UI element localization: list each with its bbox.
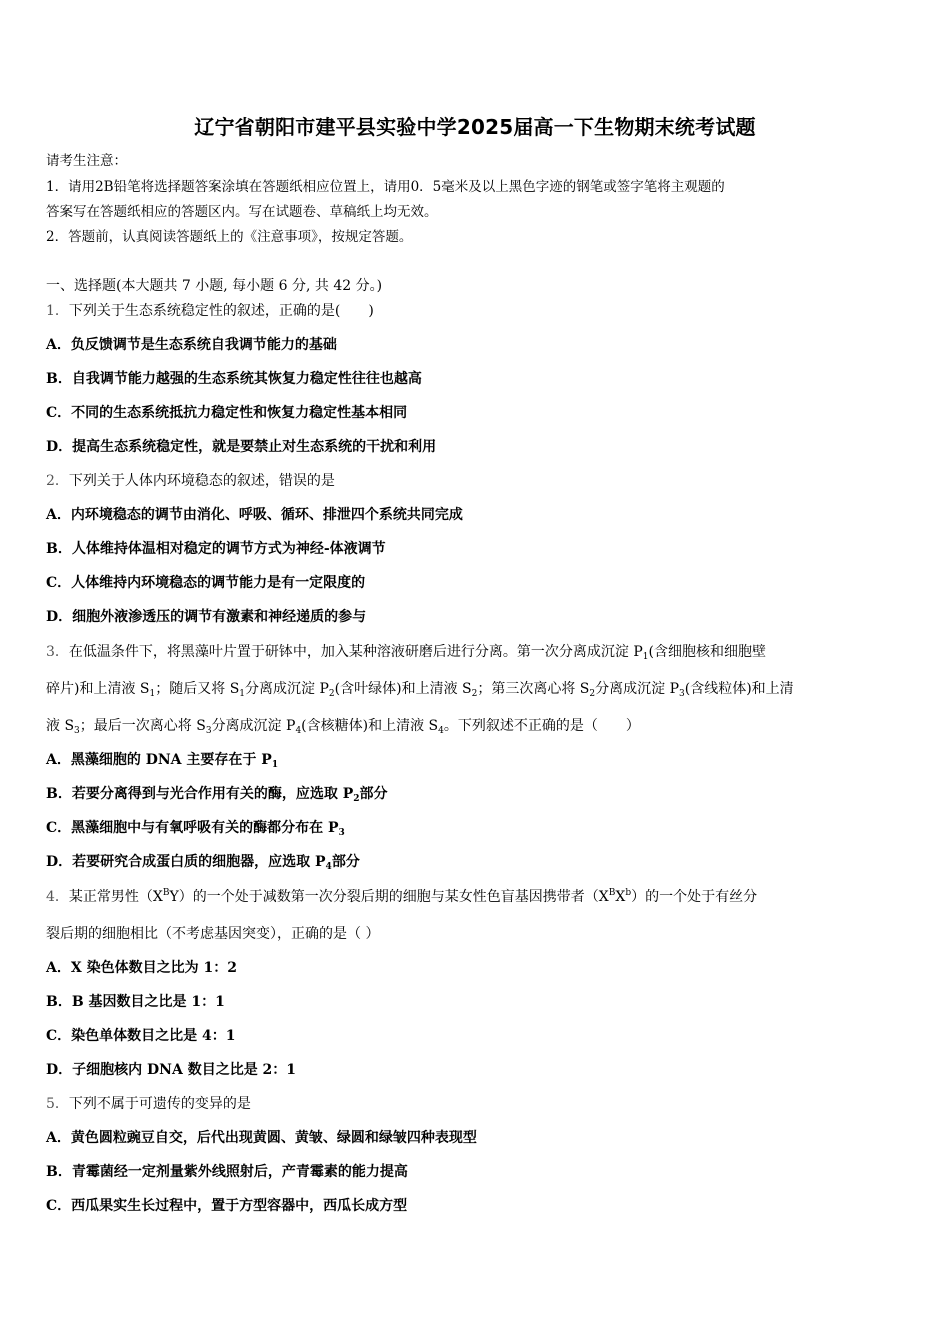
stem-text: 碎片)和上清液 S [46, 681, 150, 697]
stem-text: ；第三次离心将 S [477, 681, 590, 697]
q5-option-c: C．西瓜果实生长过程中，置于方型容器中，西瓜长成方型 [46, 1198, 408, 1214]
notice-line-3: 2．答题前，认真阅读答题纸上的《注意事项》，按规定答题。 [46, 229, 413, 245]
subscript: 4 [325, 862, 332, 872]
stem-text: 液 S [46, 718, 75, 734]
subscript: 4 [438, 726, 444, 736]
option-text: B．若要分离得到与光合作用有关的酶，应选取 P [46, 786, 354, 802]
question-number: 1． [46, 303, 69, 319]
subscript: 3 [679, 689, 685, 699]
notice-line-1: 1．请用2B铅笔将选择题答案涂填在答题纸相应位置上，请用0．5毫米及以上黑色字迹的钢笔或签字笔将主观题的 [46, 179, 725, 195]
stem-text: (含叶绿体)和上清液 S [334, 681, 472, 697]
q1-option-a: A．负反馈调节是生态系统自我调节能力的基础 [46, 337, 337, 353]
option-text: 部分 [331, 854, 360, 870]
section-heading: 一、选择题(本大题共 7 小题, 每小题 6 分, 共 42 分。) [46, 278, 383, 294]
q3-option-d [46, 852, 916, 872]
subscript: 3 [205, 726, 212, 736]
subscript: 2 [589, 689, 596, 699]
notice-heading: 请考生注意： [46, 153, 127, 169]
q4-option-a: A．X 染色体数目之比为 1：2 [46, 960, 237, 976]
stem-text: ；最后一次离心将 S [79, 718, 206, 734]
option-text: C．黑藻细胞中与有氧呼吸有关的酶都分布在 P [46, 820, 339, 836]
stem-text: (含细胞核和细胞壁 [648, 644, 766, 660]
q1-option-d: D．提高生态系统稳定性，就是要禁止对生态系统的干扰和利用 [46, 439, 437, 455]
question-number: 3． [46, 644, 69, 660]
question-number: 4． [46, 889, 69, 905]
question-1 [46, 301, 916, 321]
option-text: A．黑藻细胞的 DNA 主要存在于 P [46, 752, 272, 768]
q2-option-d: D．细胞外液渗透压的调节有激素和神经递质的参与 [46, 609, 367, 625]
superscript: B [608, 888, 616, 898]
question-3-line-2 [46, 679, 916, 699]
subscript: 3 [338, 828, 345, 838]
page-title: 辽宁省朝阳市建平县实验中学2025届高一下生物期末统考试题 [194, 115, 756, 139]
q3-option-c [46, 818, 916, 838]
q4-option-c: C．染色单体数目之比是 4：1 [46, 1028, 236, 1044]
q1-option-b: B．自我调节能力越强的生态系统其恢复力稳定性往往也越高 [46, 371, 422, 387]
question-stem: 下列关于人体内环境稳态的叙述，错误的是 [68, 473, 335, 489]
notice-line-2: 答案写在答题纸相应的答题区内。写在试题卷、草稿纸上均无效。 [46, 204, 438, 220]
stem-text: X [615, 889, 626, 905]
question-3-line-3 [46, 716, 916, 736]
q1-option-c: C．不同的生态系统抵抗力稳定性和恢复力稳定性基本相同 [46, 405, 408, 421]
question-4-line-2: 裂后期的细胞相比（不考虑基因突变），正确的是（ ） [46, 926, 380, 942]
question-3-line-1 [46, 642, 916, 662]
stem-text: 分离成沉淀 P [595, 681, 679, 697]
subscript: 1 [271, 760, 279, 770]
stem-text: 在低温条件下，将黑藻叶片置于研钵中，加入某种溶液研磨后进行分离。第一次分离成沉淀 P [68, 644, 643, 660]
stem-text: ；随后又将 S [155, 681, 240, 697]
option-text: D．若要研究合成蛋白质的细胞器，应选取 P [46, 854, 326, 870]
q5-option-b: B．青霉菌经一定剂量紫外线照射后，产青霉素的能力提高 [46, 1164, 408, 1180]
stem-text: Y）的一个处于减数第一次分裂后期的细胞与某女性色盲基因携带者（X [169, 889, 609, 905]
q2-option-c: C．人体维持内环境稳态的调节能力是有一定限度的 [46, 575, 366, 591]
stem-text: 分离成沉淀 P [211, 718, 296, 734]
subscript: 3 [74, 726, 80, 736]
stem-text: (含线粒体)和上清 [684, 681, 794, 697]
q2-option-a: A．内环境稳态的调节由消化、呼吸、循环、排泄四个系统共同完成 [46, 507, 463, 523]
question-number: 2． [46, 473, 69, 489]
superscript: B [162, 888, 170, 898]
stem-text: (含核糖体)和上清液 S [301, 718, 439, 734]
q4-option-d: D．子细胞核内 DNA 数目之比是 2：1 [46, 1062, 297, 1078]
superscript: b [625, 888, 632, 898]
stem-text: 分离成沉淀 P [245, 681, 329, 697]
subscript: 1 [239, 689, 246, 699]
question-number: 5． [46, 1096, 69, 1112]
option-text: 部分 [359, 786, 388, 802]
stem-text: 某正常男性（X [68, 889, 163, 905]
q4-option-b: B．B 基因数目之比是 1：1 [46, 994, 225, 1010]
subscript: 1 [149, 689, 156, 699]
question-5 [46, 1094, 916, 1114]
subscript: 4 [295, 726, 302, 736]
question-4-line-1 [46, 887, 916, 907]
q2-option-b: B．人体维持体温相对稳定的调节方式为神经-体液调节 [46, 541, 386, 557]
q3-option-a [46, 750, 916, 770]
question-stem: 下列关于生态系统稳定性的叙述，正确的是( ) [68, 303, 374, 319]
stem-text: ）的一个处于有丝分 [631, 889, 758, 905]
q5-option-a: A．黄色圆粒豌豆自交，后代出现黄圆、黄皱、绿圆和绿皱四种表现型 [46, 1130, 477, 1146]
subscript: 2 [353, 794, 360, 804]
subscript: 2 [328, 689, 335, 699]
subscript: 1 [642, 652, 649, 662]
subscript: 2 [471, 689, 478, 699]
stem-text: 。下列叙述不正确的是（ ） [443, 718, 640, 734]
question-2 [46, 471, 916, 491]
question-stem: 下列不属于可遗传的变异的是 [68, 1096, 251, 1112]
q3-option-b [46, 784, 916, 804]
